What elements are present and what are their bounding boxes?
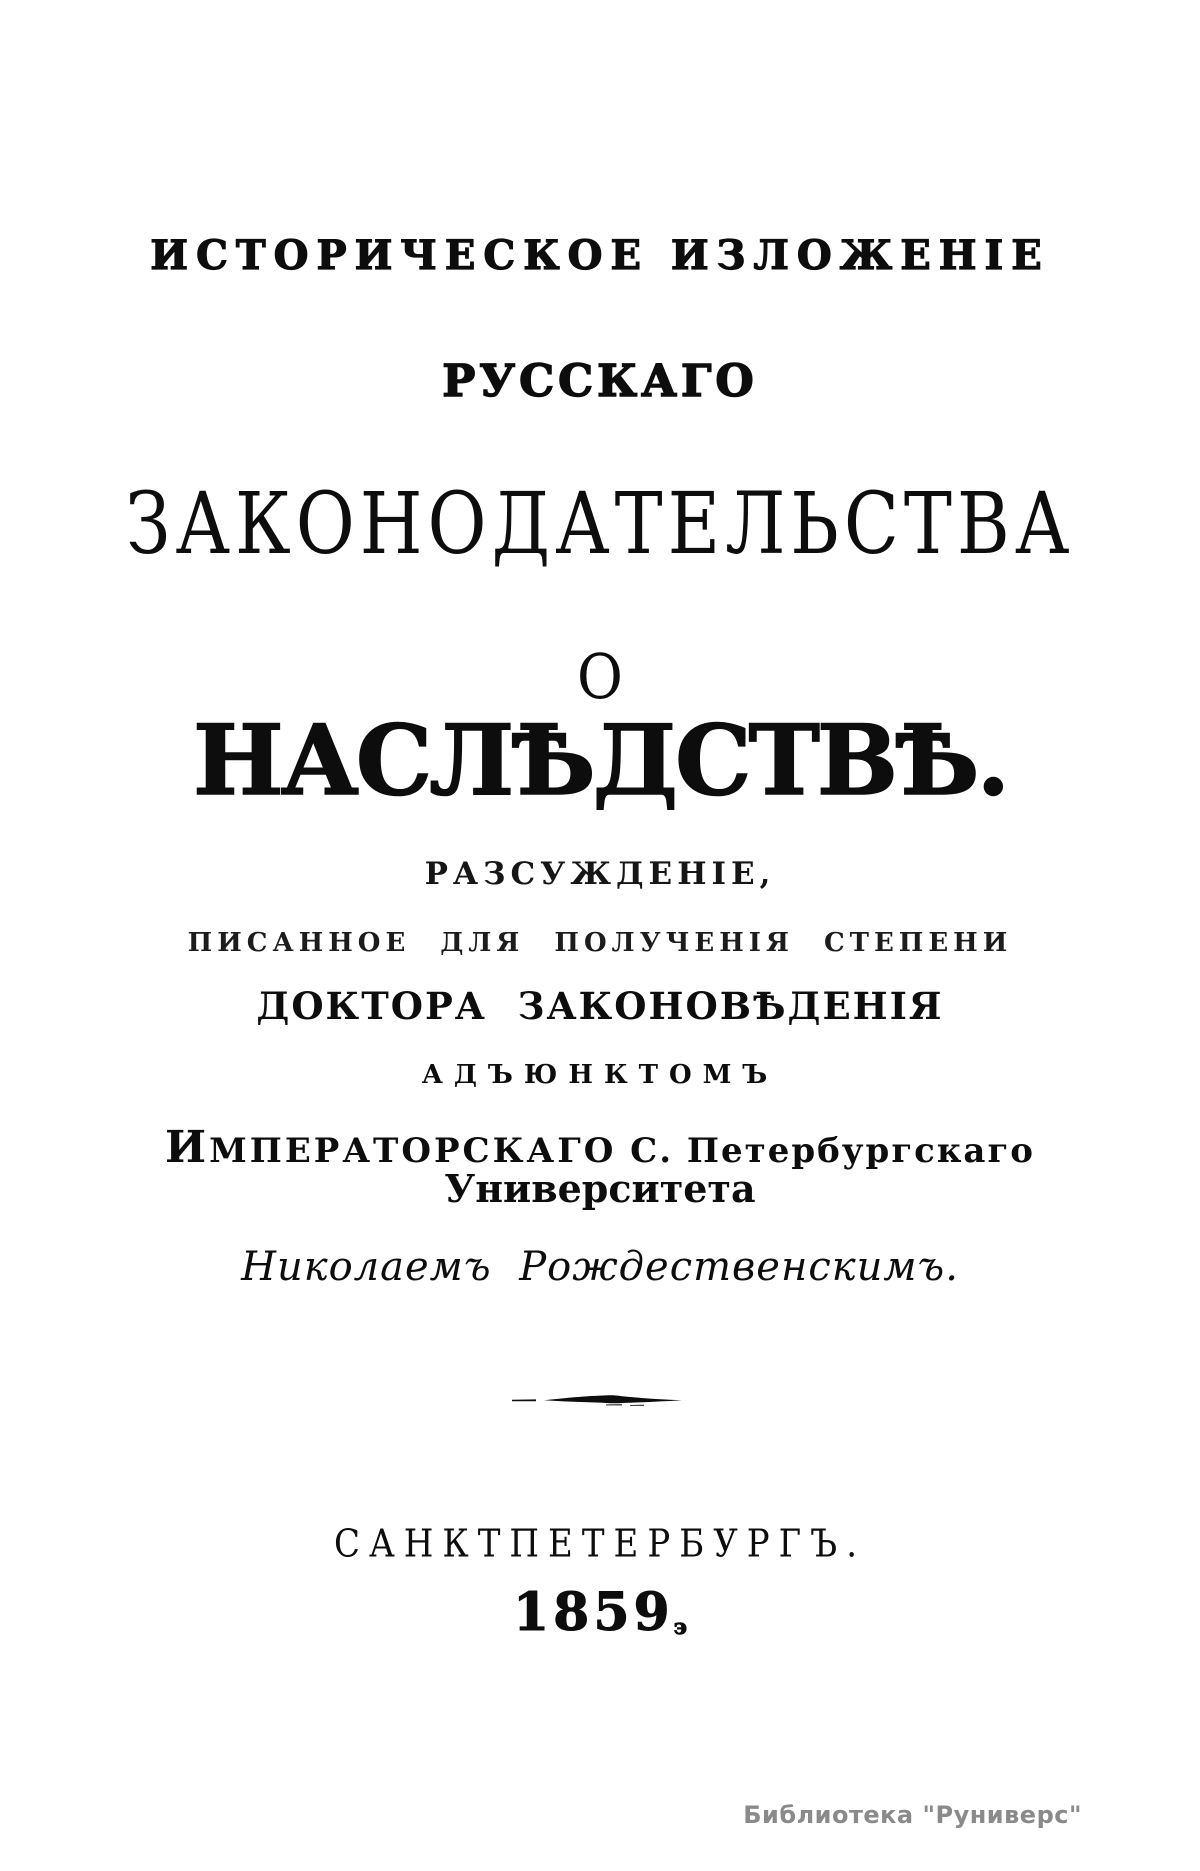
purpose-line: ПИСАННОЕ ДЛЯ ПОЛУЧЕНІЯ СТЕПЕНИ <box>187 928 1013 958</box>
ornamental-rule-container <box>0 1392 1200 1411</box>
ornamental-rule <box>510 1393 690 1407</box>
title-line-nasledstve: НАСЛѢДСТВѢ. <box>193 704 1007 817</box>
title-line-russkago: РУССКАГО <box>442 356 758 407</box>
year-print-artifact: э <box>673 1614 688 1640</box>
year-value: 1859 <box>512 1582 674 1643</box>
affiliation-petersburg: С. Петербургскаго <box>630 1131 1035 1171</box>
affiliation-imperatorskago: ИМПЕРАТОРСКАГО <box>165 1122 617 1173</box>
imprint-city: САНКТПЕТЕРБУРГЪ. <box>333 1522 866 1567</box>
title-line-o: О <box>577 642 623 714</box>
imprint-year <box>0 1582 1200 1643</box>
author-name: Николаемъ Рождественскимъ. <box>241 1244 959 1290</box>
genre-line: РАЗСУЖДЕНІЕ, <box>424 856 776 892</box>
runivers-library-watermark: Библиотека "Руниверс" <box>743 1801 1082 1829</box>
affiliation-line-2: Университета <box>444 1166 756 1211</box>
degree-line: ДОКТОРА ЗАКОНОВѢДЕНІЯ <box>256 984 944 1028</box>
position-line: АДЪЮНКТОМЪ <box>421 1060 779 1090</box>
series-title: ИСТОРИЧЕСКОЕ ИЗЛОЖЕНІЕ <box>150 232 1050 279</box>
title-line-zakonodatelstva: ЗАКОНОДАТЕЛЬСТВА <box>125 474 1075 574</box>
